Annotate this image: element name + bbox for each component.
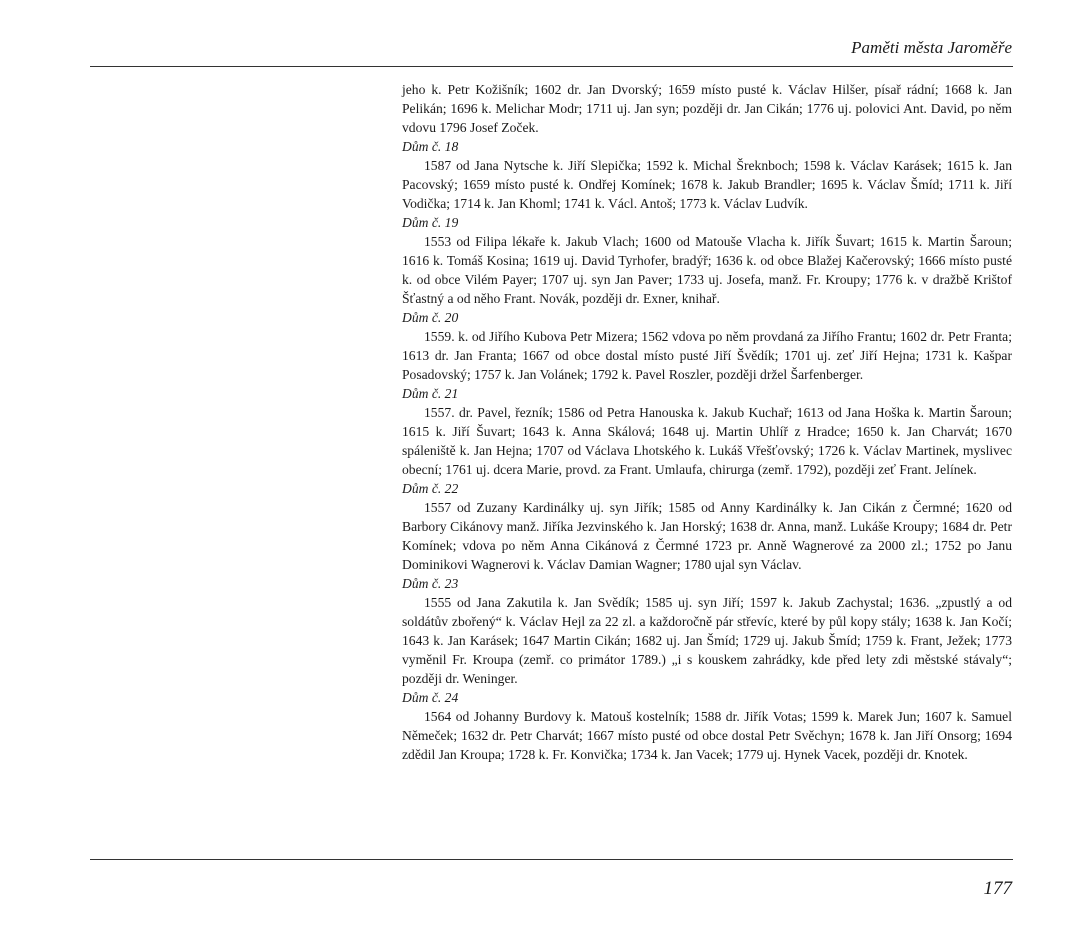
entry-text: 1553 od Filipa lékaře k. Jakub Vlach; 1600 od Matouše Vlacha k. Jiřík Šuvart; 1615 k. Martin Šaroun; 1616 k. Tomáš Kosina; 1619 uj. David Tyrhofer, bradýř; 1636 k. od obce Blažej Kačerovský; 1666 místo pusté k. od obce Vilém Payer; 1707 uj. syn Jan Paver; 1733 uj. Josefa, manž. Fr. Kroupy; 1776 k. v dražbě Krištof Šťastný a od něho Frant. Novák, později dr. Exner, knihař.	[402, 234, 1012, 306]
footer-rule	[90, 859, 1013, 860]
entry-text: 1587 od Jana Nytsche k. Jiří Slepička; 1592 k. Michal Šreknboch; 1598 k. Václav Karásek; 1615 k. Jan Pacovský; 1659 místo pusté k. Ondřej Komínek; 1678 k. Jakub Brandler; 1695 k. Václav Šmíd; 1711 k. Jiří Vodička; 1714 k. Jan Khoml; 1741 k. Václ. Antoš; 1773 k. Václav Ludvík.	[402, 158, 1012, 211]
entry-text: 1564 od Johanny Burdovy k. Matouš kostelník; 1588 dr. Jiřík Votas; 1599 k. Marek Jun; 1607 k. Samuel Němeček; 1632 dr. Petr Charvát; 1667 místo pusté od obce dostal Petr Svěchyn; 1678 k. Jan Jiří Onsorg; 1694 zdědil Jan Kroupa; 1728 k. Fr. Konvička; 1734 k. Jan Vacek; 1779 uj. Hynek Vacek, později dr. Knotek.	[402, 709, 1012, 762]
header-rule	[90, 66, 1013, 67]
entry-heading: Dům č. 21	[402, 386, 459, 401]
entry-text: 1557 od Zuzany Kardinálky uj. syn Jiřík; 1585 od Anny Kardinálky k. Jan Cikán z Čermné; 1620 od Barbory Cikánovy manž. Jiříka Jezvinského k. Jan Horský; 1638 dr. Anna, manž. Lukáše Kroupy; 1684 dr. Petr Komínek; vdova po něm Anna Cikánová z Čermné 1723 pr. Anně Wagnerové za 2000 zl.; 1752 po Janu Dominikovi Wagnerovi k. Václav Damian Wagner; 1780 ujal syn Václav.	[402, 500, 1012, 572]
entry-text: 1557. dr. Pavel, řezník; 1586 od Petra Hanouska k. Jakub Kuchař; 1613 od Jana Hoška k. Martin Šaroun; 1615 k. Jiří Šuvart; 1643 k. Anna Skálová; 1648 uj. Martin Uhlíř z Hradce; 1650 k. Jan Charvát; 1670 spáleniště k. Jan Hejna; 1707 od Václava Lhotského k. Lukáš Vřešťovský; 1726 k. Václav Martinek, myslivec obecní; 1761 uj. dcera Marie, provd. za Frant. Umlaufa, chirurga (zemř. 1792), později zeť Frant. Jelínek.	[402, 405, 1012, 477]
entry-heading: Dům č. 22	[402, 481, 459, 496]
entry-heading: Dům č. 19	[402, 215, 459, 230]
entry-text: 1555 od Jana Zakutila k. Jan Svědík; 1585 uj. syn Jiří; 1597 k. Jakub Zachystal; 1636. „zpustlý a od soldátův zbořený“ k. Václav Hejl za 22 zl. a každoročně pár střevíc, které by půl kopy stály; 1638 k. Jan Kočí; 1643 k. Jan Karásek; 1647 Martin Cikán; 1682 uj. Jan Šmíd; 1729 uj. Jakub Šmíd; 1759 k. Frant, Ježek; 1773 vyměnil Fr. Kroupa (zemř. co primátor 1789.) „i s kouskem zahrádky, kde před lety zdi městské stávaly“; později dr. Weninger.	[402, 595, 1012, 686]
running-title: Paměti města Jaroměře	[851, 38, 1012, 57]
text-column	[402, 80, 1012, 764]
entry-text: 1559. k. od Jiřího Kubova Petr Mizera; 1562 vdova po něm provdaná za Jiřího Frantu; 1602 dr. Petr Franta; 1613 dr. Jan Franta; 1667 od obce dostal místo pusté Jiří Švědík; 1701 uj. zeť Jiří Hejna; 1731 k. Kašpar Posadovský; 1757 k. Jan Volánek; 1792 k. Pavel Roszler, později držel Šarfenberger.	[402, 329, 1012, 382]
entry-heading: Dům č. 20	[402, 310, 459, 325]
continuation-paragraph: jeho k. Petr Kožišník; 1602 dr. Jan Dvorský; 1659 místo pusté k. Václav Hilšer, písař rádní; 1668 k. Jan Pelikán; 1696 k. Melichar Modr; 1711 uj. Jan syn; později dr. Jan Cikán; 1776 uj. polovici Ant. David, po něm vdovu 1796 Josef Zoček.	[402, 82, 1012, 135]
entry-heading: Dům č. 18	[402, 139, 459, 154]
entry-heading: Dům č. 24	[402, 690, 459, 705]
page-number: 177	[983, 878, 1012, 899]
entry-heading: Dům č. 23	[402, 576, 459, 591]
